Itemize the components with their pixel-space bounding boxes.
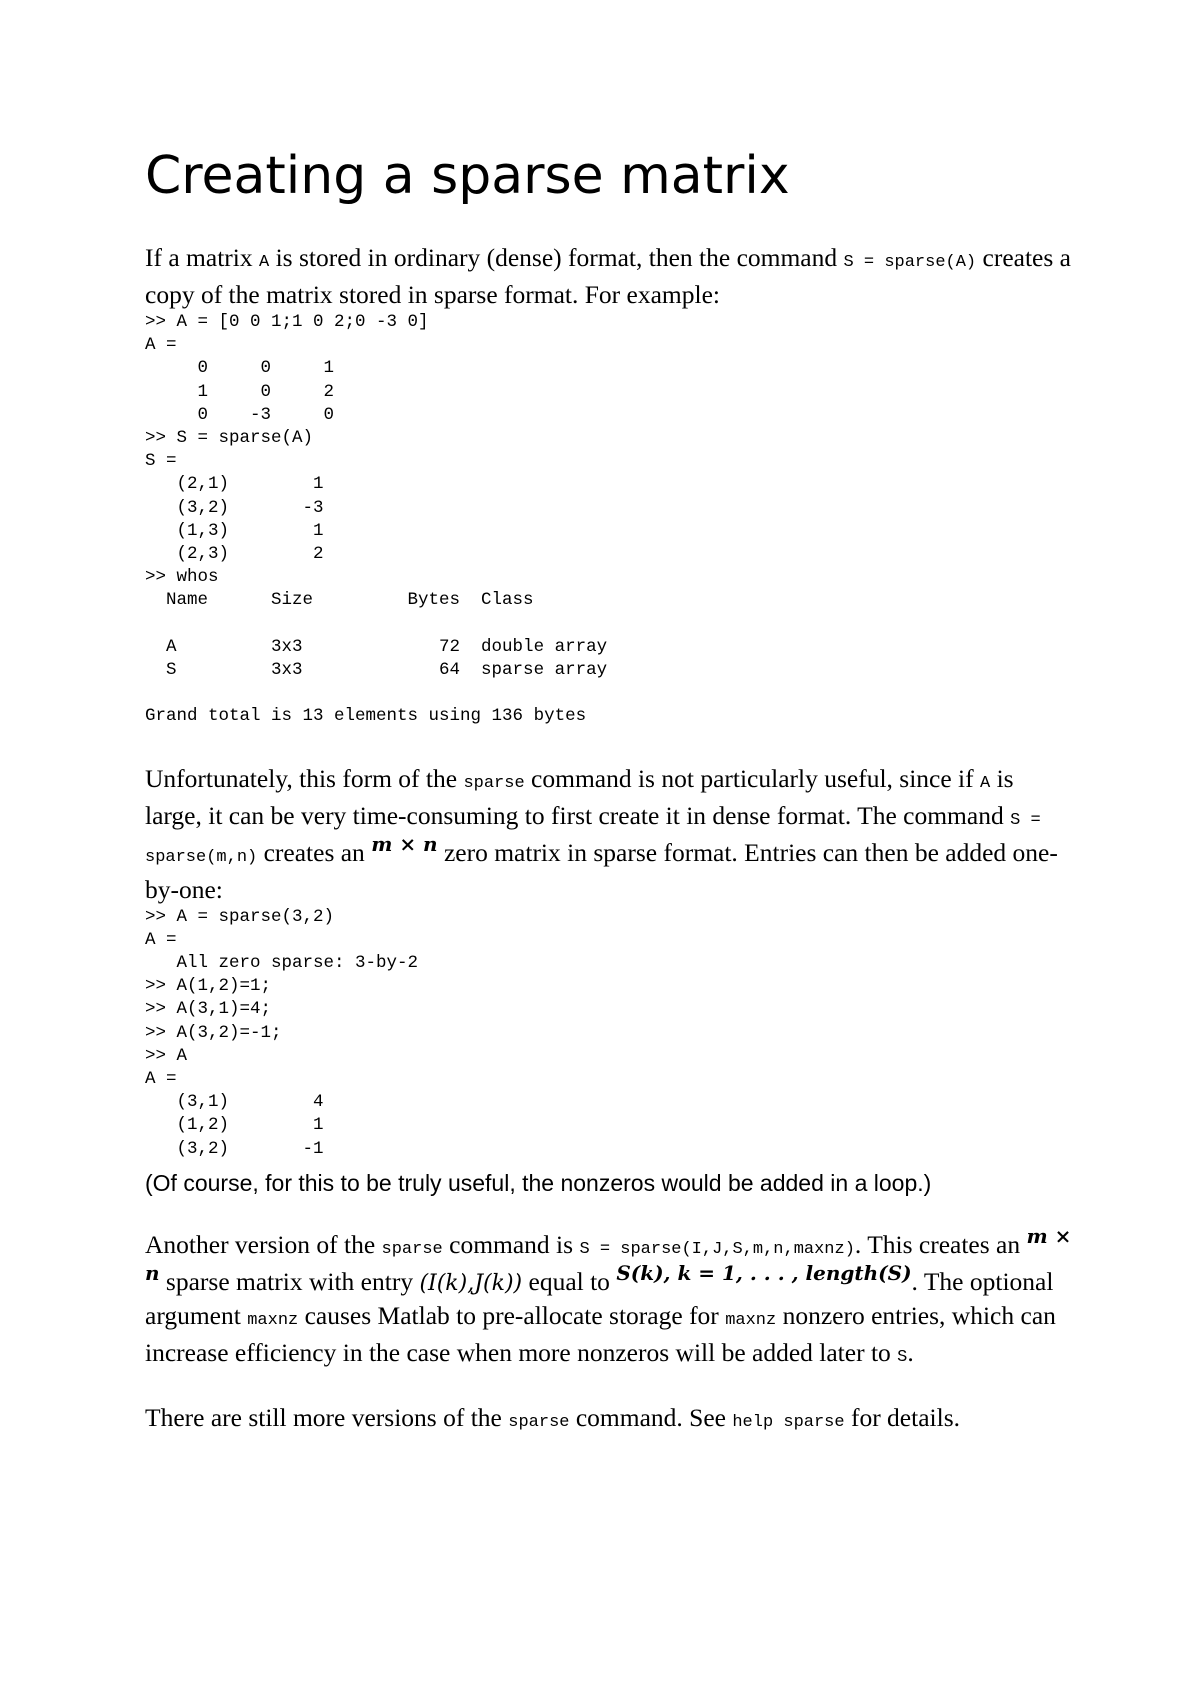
text: is large, it can be very time-consuming to first create it in dense format. The command (145, 763, 1014, 830)
text: . The optional argument (145, 1266, 1054, 1330)
math-expression: m × n (145, 1223, 1072, 1285)
text: command. See (569, 1402, 733, 1432)
math-expression: S(k), k = 1, . . . , length(S) (616, 1260, 912, 1285)
inline-code: S (897, 1347, 908, 1367)
text: is stored in ordinary (dense) format, then the command (269, 243, 844, 272)
inline-code: sparse (508, 1412, 570, 1432)
inline-code: sparse (463, 773, 525, 793)
text: . (907, 1337, 914, 1367)
sparse-ijs-paragraph (145, 1223, 1075, 1374)
inline-code: A (259, 253, 270, 272)
loop-note: (Of course, for this to be truly useful, the nonzeros would be added in a loop.) (145, 1169, 932, 1196)
math-expression: (I(k),J(k)) (419, 1270, 523, 1296)
text: . This creates an (854, 1229, 1027, 1259)
sparse-mn-paragraph (145, 763, 1075, 906)
inline-code: sparse (381, 1239, 443, 1259)
text: Unfortunately, this form of the (145, 763, 464, 793)
text: There are still more versions of the (145, 1402, 509, 1432)
code-example-sparse-fill: >> A = sparse(3,2) A = All zero sparse: 3-by-2 >> A(1,2)=1; >> A(3,1)=4; >> A(3,2)=-1; >> A A = (3,1) 4 (1,2) 1 (3,2) -1 (145, 906, 419, 1159)
code-example-dense-to-sparse: >> A = [0 0 1;1 0 2;0 -3 0] A = 0 0 1 1 0 2 0 -3 0 >> S = sparse(A) S = (2,1) 1 (3,2) -3 (1,3) 1 (2,3) 2 >> whos Name Size Bytes Class A 3x3 72 double array S 3x3 64 sparse array Grand total is 13 elements using 136 bytes (145, 312, 608, 727)
inline-code: S = sparse(A) (843, 253, 977, 272)
text: for details. (844, 1402, 961, 1432)
inline-code: maxnz (247, 1310, 299, 1330)
text: Another version of the (145, 1229, 382, 1259)
text: nonzero entries, which can increase efficiency in the case when more nonzeros will be added later to (145, 1300, 1056, 1367)
page-title: Creating a sparse matrix (145, 146, 790, 206)
inline-code: help sparse (732, 1412, 845, 1432)
more-versions-paragraph (145, 1402, 1075, 1439)
text: equal to (522, 1266, 617, 1296)
inline-code: S = sparse(m,n) (145, 810, 1041, 867)
intro-paragraph (145, 242, 1075, 311)
text: command is not particularly useful, since if (524, 763, 981, 793)
document-content (145, 140, 1075, 1439)
text: If a matrix (145, 243, 259, 272)
text: sparse matrix with entry (159, 1266, 420, 1296)
text: command is (442, 1229, 580, 1259)
text: creates a copy of the matrix stored in sparse format. For example: (145, 243, 1071, 309)
text: causes Matlab to pre-allocate storage for (298, 1300, 726, 1330)
text: creates an (257, 837, 372, 867)
inline-code: S = sparse(I,J,S,m,n,maxnz) (579, 1239, 855, 1259)
text: zero matrix in sparse format. Entries can then be added one-by-one: (145, 837, 1058, 904)
inline-code: maxnz (725, 1310, 777, 1330)
inline-code: A (980, 773, 991, 793)
math-expression: m × n (371, 831, 438, 856)
